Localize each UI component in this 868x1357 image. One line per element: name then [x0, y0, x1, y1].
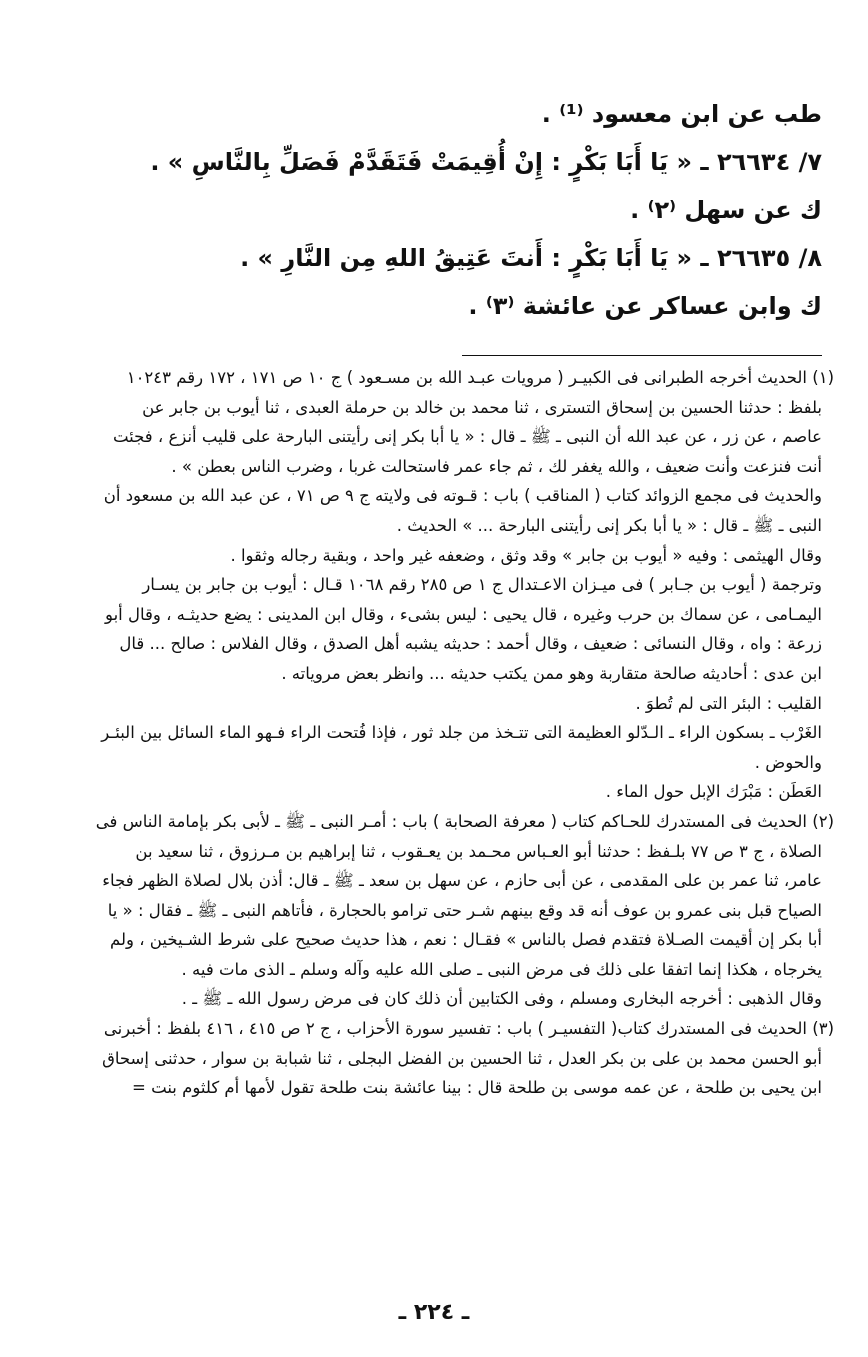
footnote-line: اليمـامى ، عن سماك بن حرب وغيره ، قال يحيى : ليس بشىء ، وقال ابن المدينى : يضع حديثـه ، وقال أبو [105, 604, 822, 624]
footnote-line: عاصم ، عن زر ، عن عبد الله أن النبى ـ ﷺ ـ قال : « يا أبا بكر إنى رأيتنى البارحة على قليب أنزع ، فجئت [112, 427, 822, 447]
footnote-line: وقال الهيثمى : وفيه « أيوب بن جابر » وقد وثق ، وضعفه غير واحد ، وبقية رجاله وثقوا . [230, 545, 822, 565]
footnote-line: والحديث فى مجمع الزوائد كتاب ( المناقب ) باب : قـوته فى ولايته ج ٩ ص ٧١ ، عن عبد الله بن مسعود أن [103, 486, 822, 506]
source-line: طب عن ابن معسود ⁽¹⁾ . [541, 100, 822, 128]
footnote-line: ابن عدى : أحاديثه صالحة متقاربة وهو ممن يكتب حديثه ... وانظر بعض مروياته . [281, 663, 822, 683]
footnote-line: وقال الذهبى : أخرجه البخارى ومسلم ، وفى الكتابين أن ذلك كان فى مرض رسول الله ـ ﷺ ـ . [181, 989, 822, 1009]
footnote-line: الصلاة ، ج ٣ ص ٧٧ بلـفظ : حدثنا أبو العـباس محـمد بن يعـقوب ، ثنا إبراهيم بن مـرزوق ، ثنا سعيد بن [135, 841, 822, 861]
footnote-line: أنت فنزعت وأنت ضعيف ، والله يغفر لك ، ثم جاء عمر فاستحالت غربا ، وضرب الناس بعطن » . [171, 456, 822, 476]
footnote-line: يخرجاه ، هكذا إنما اتفقا على ذلك فى مرض النبى ـ صلى الله عليه وآله وسلم ـ الذى مات فيه . [181, 959, 822, 979]
footnote-line: الغَرْب ـ بسكون الراء ـ الـدّلو العظيمة التى تتـخذ من جلد ثور ، فإذا فُتحت الراء فـهو الماء السائل بين البئـر [101, 723, 822, 743]
footnote-line: أبو الحسن محمد بن على بن بكر العدل ، ثنا الحسين بن الفضل البجلى ، ثنا شبابة بن سوار ، حدثنى إسحاق [102, 1048, 822, 1068]
page-number: ـ ٢٢٤ ـ [398, 1300, 470, 1325]
footnote-line: بلفظ : حدثنا الحسين بن إسحاق التسترى ، ثنا محمد بن خالد بن حرملة العبدى ، ثنا أيوب بن جابر عن [142, 397, 822, 417]
footnote-line: (٣) الحديث فى المستدرك كتاب( التفسيـر ) باب : تفسير سورة الأحزاب ، ج ٢ ص ٤١٥ ، ٤١٦ بلفظ : أخبرنى [103, 1019, 834, 1039]
hadith-line: ٧/ ٢٦٦٣٤ ـ « يَا أَبَا بَكْرٍ : إِنْ أُقِيمَتْ فَتَقَدَّمْ فَصَلِّ بِالنَّاسِ » . [150, 148, 822, 176]
footnote-line: أبا بكر إن أقيمت الصـلاة فتقدم فصل بالناس » فقـال : نعم ، هذا حديث صحيح على شرط الشـيخين ، ولم [110, 930, 822, 950]
footnote-line: العَطَن : مَبْرَك الإبل حول الماء . [605, 782, 822, 802]
footnote-line: الصياح قبل بنى عمرو بن عوف أنه قد وقع بينهم شـر حتى ترامو بالحجارة ، فأتاهم النبى ـ ﷺ ـ فقال : « يا [107, 900, 822, 920]
footnotes [28, 363, 834, 1103]
footnote-line: (٢) الحديث فى المستدرك للحـاكم كتاب ( معرفة الصحابة ) باب : أمـر النبى ـ ﷺ ـ لأبى بكر بإمامة الناس فى [95, 811, 834, 831]
footnote-line: النبى ـ ﷺ ـ قال : « يا أبا بكر إنى رأيتنى البارحة ... » الحديث . [396, 515, 822, 535]
footnote-line: زرعة : واه ، وقال النسائى : ضعيف ، وقال أحمد : حديثه يشبه أهل الصدق ، وقال الفلاس : صالح ... قال [119, 634, 822, 654]
source-line: ك عن سهل ⁽٢⁾ . [630, 196, 822, 224]
source-line: ك وابن عساكر عن عائشة ⁽٣⁾ . [468, 292, 822, 320]
footnote-line: عامر، ثنا عمر بن على المقدمى ، عن أبى حازم ، عن سهل بن سعد ـ ﷺ ـ قال: أذن بلال لصلاة الظهر فجاء [102, 871, 822, 891]
footnote-line: (١) الحديث أخرجه الطبرانى فى الكبيـر ( مرويات عبـد الله بن مسـعود ) ج ١٠ ص ١٧١ ، ١٧٢ رقم ١٠٢٤٣ [126, 368, 834, 387]
footnote-line: والحوض . [754, 752, 822, 772]
hadith-line: ٨/ ٢٦٦٣٥ ـ « يَا أَبَا بَكْرٍ : أَنتَ عَتِيقُ اللهِ مِن النَّارِ » . [240, 244, 822, 272]
footnote-line: ابن يحيى بن طلحة ، عن عمه موسى بن طلحة قال : بينا عائشة بنت طلحة تقول لأمها أم كلثوم بنت = [132, 1078, 822, 1098]
footnote-line: القليب : البئر التى لم تُطوَ . [635, 693, 822, 713]
footnote-line: وترجمة ( أيوب بن جـابر ) فى ميـزان الاعـتدال ج ١ ص ٢٨٥ رقم ١٠٦٨ قـال : أيوب بن جابر بن يسـار [142, 575, 822, 595]
main-text [50, 90, 822, 330]
footnote-separator [462, 355, 822, 356]
